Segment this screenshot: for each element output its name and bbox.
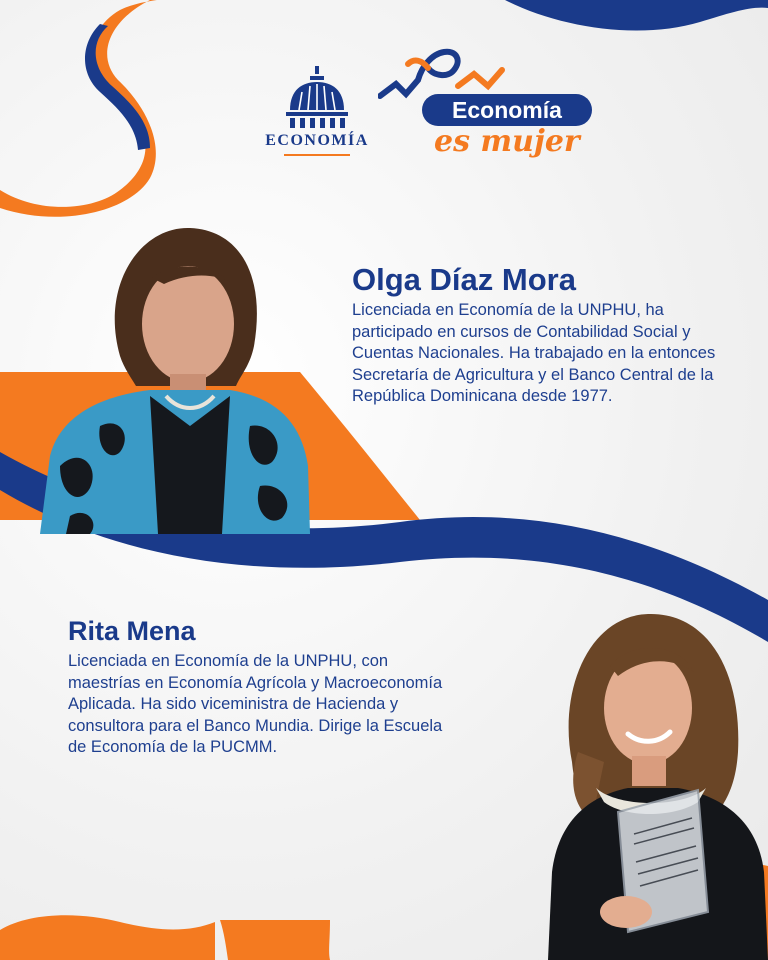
top-left-ribbon [0, 0, 215, 217]
campaign-title: Economía [422, 94, 592, 126]
ministry-logo [258, 66, 376, 170]
campaign-logo [378, 46, 598, 176]
olga-portrait [40, 226, 310, 534]
bottom-left-ribbon [0, 915, 215, 960]
ministry-logo-text: ECONOMÍA [265, 132, 369, 149]
profile-name-olga: Olga Díaz Mora [352, 262, 576, 297]
logo-underline [284, 154, 350, 156]
profile-bio-olga: Licenciada en Economía de la UNPHU, ha participado en cursos de Contabilidad Social y Cuentas Nacionales. Ha trabajado en la entonces Secretaría de Agricultura y el Banco Central de la República Dominicana desde 1977. [352, 301, 716, 405]
olga-portrait-image [40, 226, 310, 534]
campaign-subtitle: es mujer [434, 124, 580, 159]
profile-name-rita: Rita Mena [68, 616, 196, 646]
capitol-dome-icon [282, 66, 352, 130]
profile-bio-rita: Licenciada en Economía de la UNPHU, con maestrías en Economía Agrícola y Macroeconomía Aplicada. Ha sido viceministra de Hacienda y consultora para el Banco Mundia. Dirige la Escuela de Economía de la PUCMM. [68, 652, 443, 756]
rita-portrait-image [548, 612, 768, 960]
rita-portrait [548, 612, 768, 960]
